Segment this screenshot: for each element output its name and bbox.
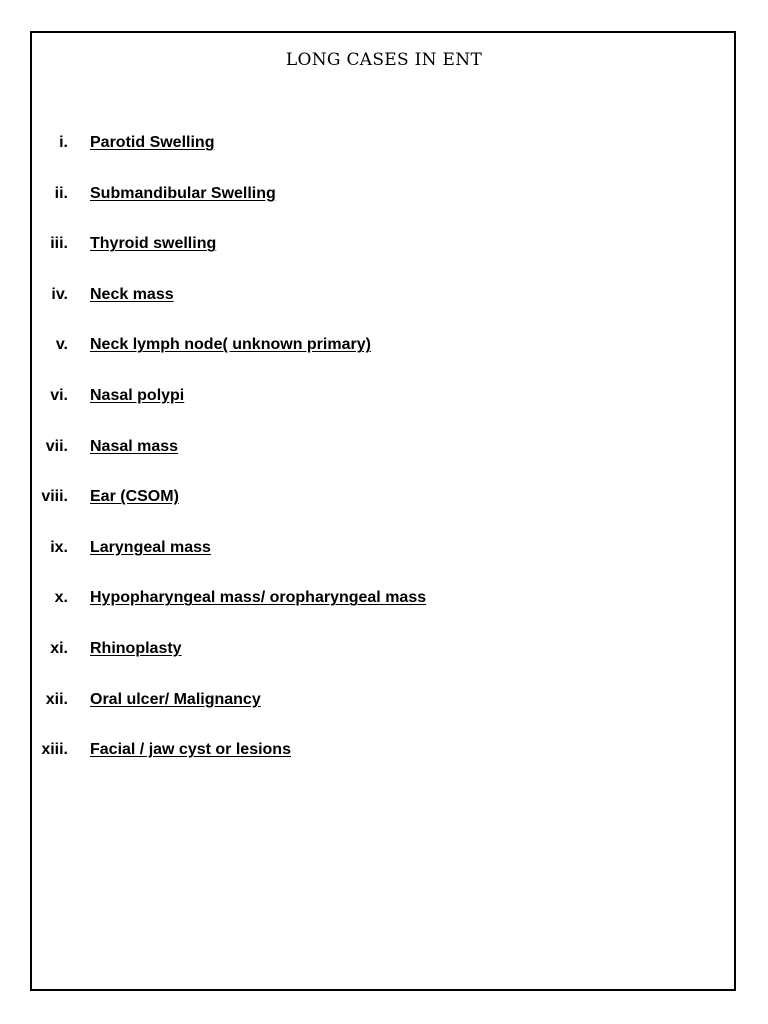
list-item-numeral: x. bbox=[54, 589, 68, 607]
list-item bbox=[0, 688, 768, 739]
list-item-label: Hypopharyngeal mass/ oropharyngeal mass bbox=[90, 589, 427, 607]
list-item-label: Neck lymph node( unknown primary) bbox=[90, 336, 371, 354]
list-item bbox=[0, 738, 768, 789]
list-item-label: Thyroid swelling bbox=[90, 235, 217, 253]
list-item-numeral: iii. bbox=[50, 235, 68, 253]
page-title: LONG CASES IN ENT bbox=[285, 50, 483, 70]
list-item-label: Ear (CSOM) bbox=[90, 488, 179, 506]
case-list bbox=[0, 131, 768, 789]
list-item bbox=[0, 637, 768, 688]
list-item-numeral: xii. bbox=[45, 690, 68, 708]
list-item bbox=[0, 485, 768, 536]
list-item-label: Submandibular Swelling bbox=[90, 184, 276, 202]
list-item bbox=[0, 283, 768, 334]
list-item bbox=[0, 333, 768, 384]
list-item-numeral: iv. bbox=[51, 285, 68, 303]
list-item-numeral: ii. bbox=[54, 184, 68, 202]
list-item-numeral: v. bbox=[55, 336, 68, 354]
list-item-label: Nasal mass bbox=[90, 437, 179, 455]
list-item bbox=[0, 384, 768, 435]
list-item-numeral: i. bbox=[59, 134, 68, 151]
list-item bbox=[0, 232, 768, 283]
list-item bbox=[0, 182, 768, 233]
list-item-label: Oral ulcer/ Malignancy bbox=[90, 690, 261, 708]
list-item-label: Facial / jaw cyst or lesions bbox=[90, 741, 291, 759]
list-item bbox=[0, 536, 768, 587]
list-item-numeral: vii. bbox=[45, 437, 68, 455]
list-item-label: Neck mass bbox=[90, 285, 174, 303]
list-item bbox=[0, 435, 768, 486]
list-item bbox=[0, 586, 768, 637]
list-item-numeral: vi. bbox=[50, 386, 68, 404]
list-item-label: Rhinoplasty bbox=[90, 639, 182, 657]
list-item-label: Laryngeal mass bbox=[90, 538, 211, 556]
list-item-numeral: viii. bbox=[41, 488, 68, 506]
list-item-numeral: xiii. bbox=[41, 741, 68, 759]
list-item-label: Nasal polypi bbox=[90, 386, 185, 404]
list-item-label: Parotid Swelling bbox=[90, 134, 215, 151]
list-item-numeral: ix. bbox=[50, 538, 68, 556]
list-item-numeral: xi. bbox=[50, 639, 68, 657]
list-item bbox=[0, 131, 768, 182]
